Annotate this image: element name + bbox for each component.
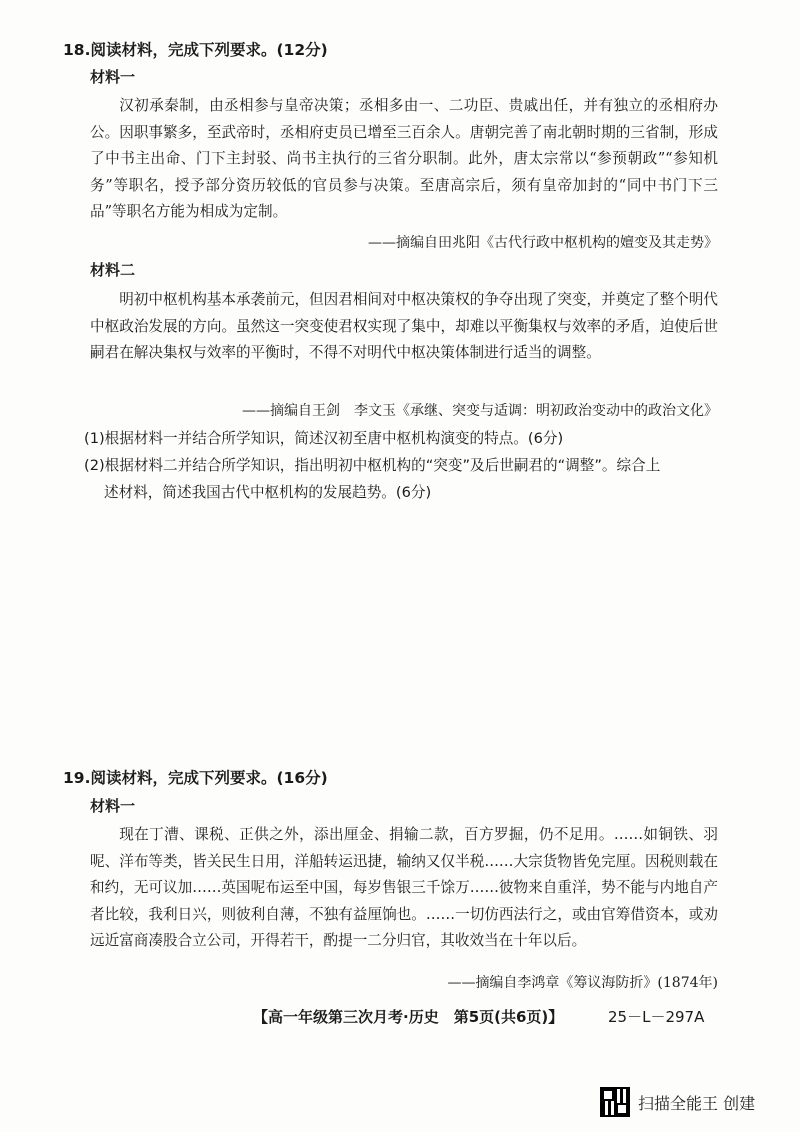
question-19-title: 19.阅读材料，完成下列要求。(16分)	[63, 769, 328, 787]
q19-material-1-heading: 材料一	[90, 797, 136, 815]
qr-code-icon	[600, 1087, 630, 1117]
q18-task-2-line-1: (2)根据材料二并结合所学知识，指出明初中枢机构的“突变”及后世嗣君的“调整”。综合上	[84, 457, 661, 474]
page-footer-code: 25－L－297A	[608, 1008, 705, 1026]
q18-material-1-heading: 材料一	[90, 68, 136, 86]
q19-material-1-text: 现在丁漕、课税、正供之外，添出厘金、捐输二款，百方罗掘，仍不足用。……如铜铁、羽呢、洋布等类，皆关民生日用，洋船转运迅捷，输纳又仅半税……大宗货物皆免完厘。因税则载在和约，无可议加……英国呢布运至中国，每岁售银三千馀万……彼物来自重洋，势不能与内地自产者比较，我利日兴，则彼利自薄，不独有益厘饷也。……一切仿西法行之，或由官筹借资本，或劝远近富商凑股合立公司，开得若干，酌提一二分归官，其收效当在十年以后。	[90, 826, 718, 950]
q18-material-2-heading: 材料二	[90, 261, 136, 279]
watermark-text: 扫描全能王 创建	[638, 1093, 756, 1113]
q18-material-1-source: ——摘编自田兆阳《古代行政中枢机构的嬗变及其走势》	[368, 235, 718, 251]
q18-task-2-line-2: 述材料，简述我国古代中枢机构的发展趋势。(6分)	[104, 484, 432, 501]
question-18-title: 18.阅读材料，完成下列要求。(12分)	[63, 41, 328, 59]
q18-task-1: (1)根据材料一并结合所学知识，简述汉初至唐中枢机构演变的特点。(6分)	[84, 430, 564, 447]
q19-material-1-source: ——摘编自李鸿章《筹议海防折》(1874年)	[447, 975, 718, 991]
q18-material-2-text: 明初中枢机构基本承袭前元，但因君相间对中枢决策权的争夺出现了突变，并奠定了整个明代中枢政治发展的方向。虽然这一突变使君权实现了集中，却难以平衡集权与效率的矛盾，迫使后世嗣君在解决集权与效率的平衡时，不得不对明代中枢决策体制进行适当的调整。	[90, 291, 718, 362]
scanner-watermark	[600, 1086, 755, 1118]
q18-task-2	[84, 452, 724, 506]
q18-material-1-text: 汉初承秦制，由丞相参与皇帝决策；丞相多由一、二功臣、贵戚出任，并有独立的丞相府办公。因职事繁多，至武帝时，丞相府吏员已增至三百余人。唐朝完善了南北朝时期的三省制，形成了中书主出命、门下主封驳、尚书主执行的三省分职制。此外，唐太宗常以“参预朝政”“参知机务”等职名，授予部分资历较低的官员参与决策。至唐高宗后，须有皇帝加封的“同中书门下三品”等职名方能为相成为定制。	[90, 97, 718, 221]
page-footer-label: 【高一年级第三次月考·历史 第5页(共6页)】	[253, 1008, 564, 1026]
q18-material-2-source: ——摘编自王剑 李文玉《承继、突变与适调：明初政治变动中的政治文化》	[242, 403, 718, 419]
